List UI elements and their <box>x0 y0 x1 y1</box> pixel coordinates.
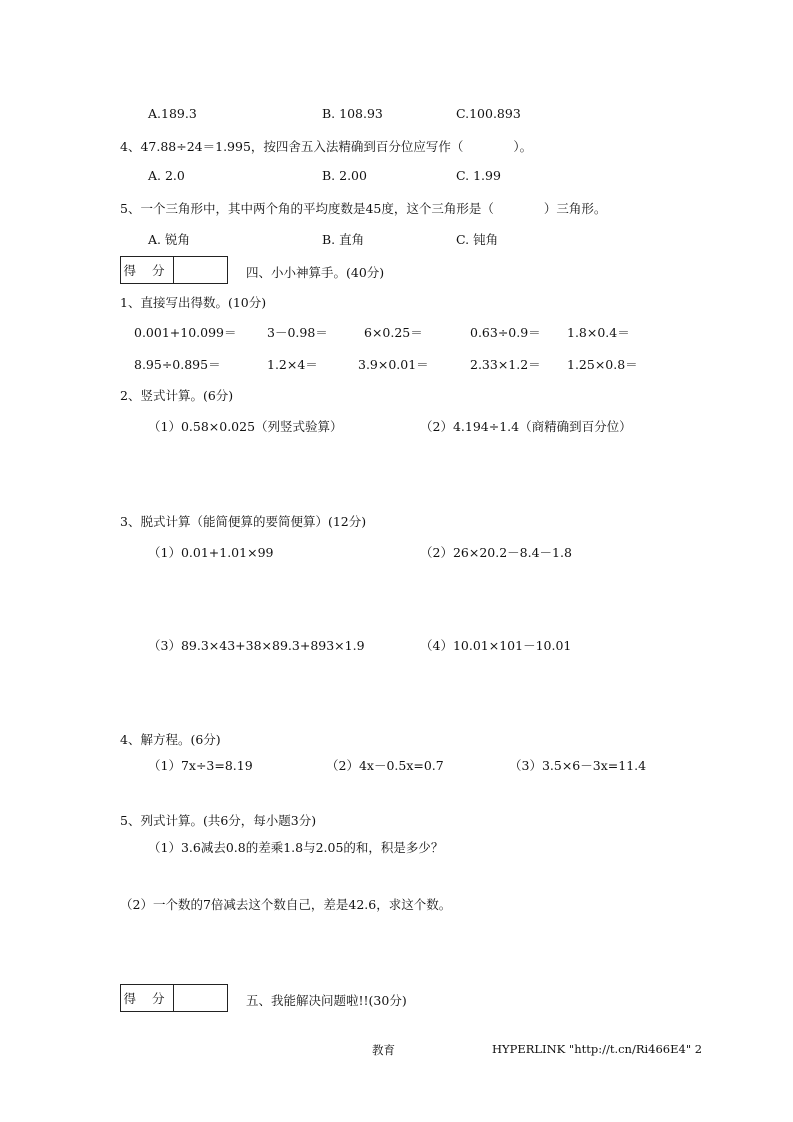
q5-option-c: C. 钝角 <box>456 232 499 247</box>
q4-option-b: B. 2.00 <box>322 168 367 183</box>
p1-r1-c4: 0.63÷0.9＝ <box>470 325 541 340</box>
p1-r1-c5: 1.8×0.4＝ <box>567 325 630 340</box>
q3-option-c: C.100.893 <box>456 106 521 121</box>
score-label: 得 分 <box>121 985 174 1011</box>
p2-title: 2、竖式计算。(6分) <box>120 388 234 403</box>
q3-option-b: B. 108.93 <box>322 106 383 121</box>
p4-item1: （1）7x÷3=8.19 <box>148 758 253 773</box>
p3-title: 3、脱式计算（能简便算的要简便算）(12分) <box>120 514 367 529</box>
footer-left: 教育 <box>372 1043 395 1057</box>
p1-r1-c1: 0.001+10.099＝ <box>134 325 237 340</box>
p3-item3: （3）89.3×43+38×89.3+893×1.9 <box>148 638 365 653</box>
p1-title: 1、直接写出得数。(10分) <box>120 295 267 310</box>
p1-r1-c3: 6×0.25＝ <box>364 325 423 340</box>
q5-text: 5、一个三角形中，其中两个角的平均度数是45度，这个三角形是（ ）三角形。 <box>120 201 607 216</box>
q4-option-a: A. 2.0 <box>148 168 185 183</box>
p2-item2: （2）4.194÷1.4（商精确到百分位） <box>420 419 632 434</box>
p5-item1: （1）3.6减去0.8的差乘1.8与2.05的和，积是多少？ <box>148 840 444 855</box>
score-box-section5 <box>120 984 228 1012</box>
p5-item2: （2）一个数的7倍减去这个数自己，差是42.6，求这个数。 <box>120 897 452 912</box>
score-label: 得 分 <box>121 257 174 283</box>
p3-item4: （4）10.01×101－10.01 <box>420 638 572 653</box>
section4-title: 四、小小神算手。(40分) <box>246 265 385 280</box>
p3-item2: （2）26×20.2－8.4－1.8 <box>420 545 572 560</box>
q4-option-c: C. 1.99 <box>456 168 501 183</box>
p4-item2: （2）4x－0.5x=0.7 <box>326 758 444 773</box>
p1-r1-c2: 3－0.98＝ <box>267 325 328 340</box>
p1-r2-c2: 1.2×4＝ <box>267 357 318 372</box>
p1-r2-c4: 2.33×1.2＝ <box>470 357 541 372</box>
p4-title: 4、解方程。(6分) <box>120 732 221 747</box>
section5-title: 五、我能解决问题啦!!(30分) <box>246 993 407 1008</box>
q4-text: 4、47.88÷24＝1.995，按四舍五入法精确到百分位应写作（ ）。 <box>120 139 533 154</box>
score-blank <box>174 257 227 283</box>
p2-item1: （1）0.58×0.025（列竖式验算） <box>148 419 343 434</box>
score-box-section4 <box>120 256 228 284</box>
score-blank <box>174 985 227 1011</box>
p1-r2-c1: 8.95÷0.895＝ <box>134 357 221 372</box>
q3-option-a: A.189.3 <box>148 106 197 121</box>
p1-r2-c3: 3.9×0.01＝ <box>358 357 429 372</box>
q5-option-b: B. 直角 <box>322 232 365 247</box>
p5-title: 5、列式计算。(共6分，每小题3分) <box>120 813 317 828</box>
footer-hyperlink[interactable]: HYPERLINK "http://t.cn/Ri466E4" 2 <box>492 1042 703 1056</box>
q5-option-a: A. 锐角 <box>148 232 190 247</box>
p1-r2-c5: 1.25×0.8＝ <box>567 357 638 372</box>
p4-item3: （3）3.5×6－3x=11.4 <box>509 758 647 773</box>
p3-item1: （1）0.01+1.01×99 <box>148 545 274 560</box>
